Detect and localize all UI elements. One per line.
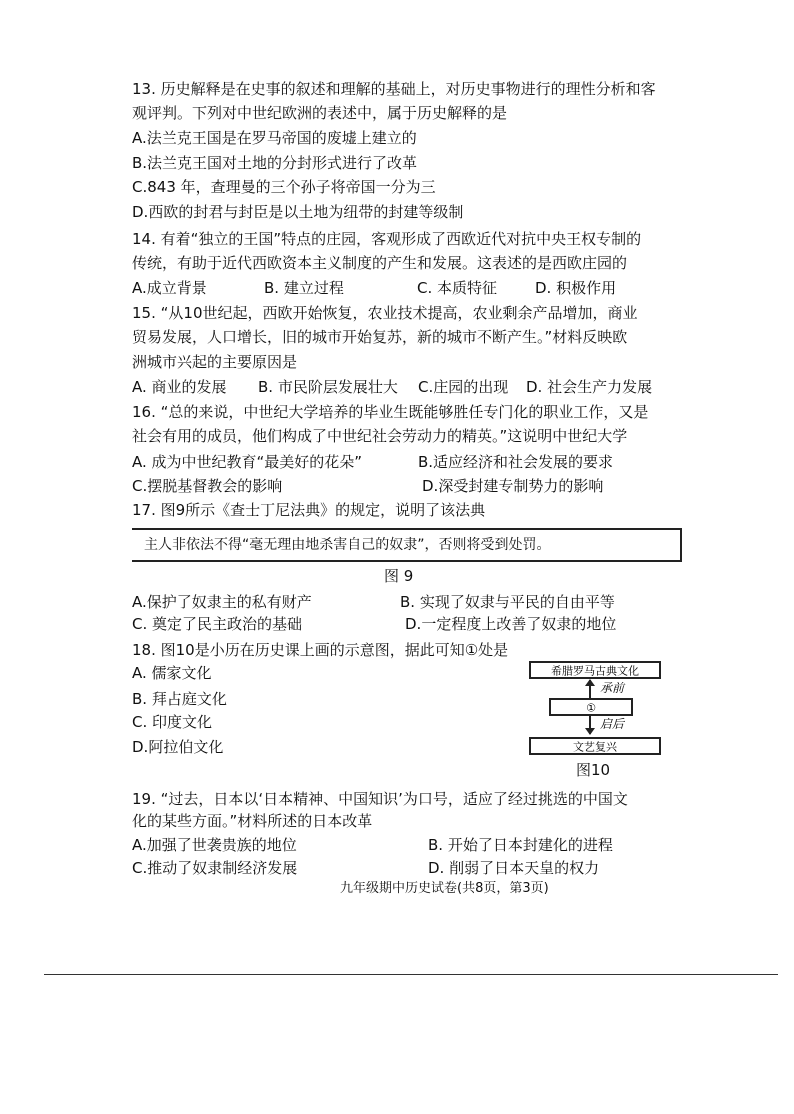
- q15-option-a: A. 商业的发展: [132, 378, 227, 396]
- q16-option-c: C.摆脱基督教会的影响: [132, 477, 283, 495]
- q14-stem-line1: 14. 有着“独立的王国”特点的庄园，客观形成了西欧近代对抗中央王权专制的: [132, 230, 642, 248]
- q14-option-a: A.成立背景: [132, 279, 207, 297]
- q15-stem-line1: 15. “从10世纪起，西欧开始恢复，农业技术提高，农业剩余产品增加，商业: [132, 304, 638, 322]
- q19-option-d: D. 削弱了日本天皇的权力: [428, 859, 600, 877]
- q17-option-d: D.一定程度上改善了奴隶的地位: [405, 615, 617, 633]
- q15-option-b: B. 市民阶层发展壮大: [258, 378, 398, 396]
- q16-stem-line1: 16. “总的来说，中世纪大学培养的毕业生既能够胜任专门化的职业工作，又是: [132, 403, 649, 421]
- figure-10-caption: 图10: [576, 761, 611, 779]
- diagram-middle-text: ①: [586, 701, 596, 715]
- q17-option-a: A.保护了奴隶主的私有财产: [132, 593, 312, 611]
- q14-option-c: C. 本质特征: [417, 279, 498, 297]
- q13-stem-line1: 13. 历史解释是在史事的叙述和理解的基础上，对历史事物进行的理性分析和客: [132, 80, 656, 98]
- page-footer: 九年级期中历史试卷(共8页，第3页): [340, 881, 549, 896]
- diagram-upper-label: 承前: [600, 681, 625, 695]
- diagram-lower-label: 启后: [600, 717, 625, 731]
- q14-stem-line2: 传统，有助于近代西欧资本主义制度的产生和发展。这表述的是西欧庄园的: [132, 254, 628, 272]
- q19-option-c: C.推动了奴隶制经济发展: [132, 859, 298, 877]
- figure-9-quote: 主人非依法不得“毫无理由地杀害自己的奴隶”，否则将受到处罚。: [144, 537, 551, 553]
- q15-option-d: D. 社会生产力发展: [526, 378, 653, 396]
- q16-option-d: D.深受封建专制势力的影响: [422, 477, 604, 495]
- diagram-bottom-text: 文艺复兴: [573, 740, 617, 754]
- q13-option-a: A.法兰克王国是在罗马帝国的废墟上建立的: [132, 129, 417, 147]
- q16-option-b: B.适应经济和社会发展的要求: [418, 453, 614, 471]
- q19-stem-line1: 19. “过去，日本以‘日本精神、中国知识’为口号，适应了经过挑选的中国文: [132, 790, 628, 808]
- q17-option-b: B. 实现了奴隶与平民的自由平等: [400, 593, 615, 611]
- q15-option-c: C.庄园的出现: [418, 378, 509, 396]
- q18-option-c: C. 印度文化: [132, 713, 213, 731]
- figure-10-diagram: [528, 660, 662, 758]
- q16-stem-line2: 社会有用的成员，他们构成了中世纪社会劳动力的精英。”这说明中世纪大学: [132, 427, 628, 445]
- q13-option-c: C.843 年，查理曼的三个孙子将帝国一分为三: [132, 178, 436, 196]
- q14-option-d: D. 积极作用: [535, 279, 617, 297]
- q18-stem-line1: 18. 图10是小历在历史课上画的示意图，据此可知①处是: [132, 641, 509, 659]
- q18-option-d: D.阿拉伯文化: [132, 738, 224, 756]
- diagram-up-arrow-head: [585, 679, 595, 686]
- q15-stem-line3: 洲城市兴起的主要原因是: [132, 353, 298, 371]
- q14-option-b: B. 建立过程: [264, 279, 344, 297]
- q13-stem-line2: 观评判。下列对中世纪欧洲的表述中，属于历史解释的是: [132, 104, 508, 122]
- q15-stem-line2: 贸易发展，人口增长，旧的城市开始复苏，新的城市不断产生。”材料反映欧: [132, 328, 628, 346]
- diagram-down-arrow-head: [585, 728, 595, 735]
- q18-option-a: A. 儒家文化: [132, 664, 212, 682]
- q19-option-b: B. 开始了日本封建化的进程: [428, 836, 613, 854]
- q17-stem-line1: 17. 图9所示《查士丁尼法典》的规定，说明了该法典: [132, 501, 486, 519]
- figure-9-quote-box: [132, 528, 682, 562]
- page-divider: [44, 974, 778, 975]
- figure-9-caption: 图 9: [384, 567, 414, 585]
- q19-option-a: A.加强了世袭贵族的地位: [132, 836, 297, 854]
- diagram-top-text: 希腊罗马古典文化: [551, 664, 639, 678]
- q19-stem-line2: 化的某些方面。”材料所述的日本改革: [132, 812, 373, 830]
- q16-option-a: A. 成为中世纪教育“最美好的花朵”: [132, 453, 363, 471]
- q13-option-b: B.法兰克王国对土地的分封形式进行了改革: [132, 154, 418, 172]
- q17-option-c: C. 奠定了民主政治的基础: [132, 615, 303, 633]
- q13-option-d: D.西欧的封君与封臣是以土地为纽带的封建等级制: [132, 203, 464, 221]
- q18-option-b: B. 拜占庭文化: [132, 690, 227, 708]
